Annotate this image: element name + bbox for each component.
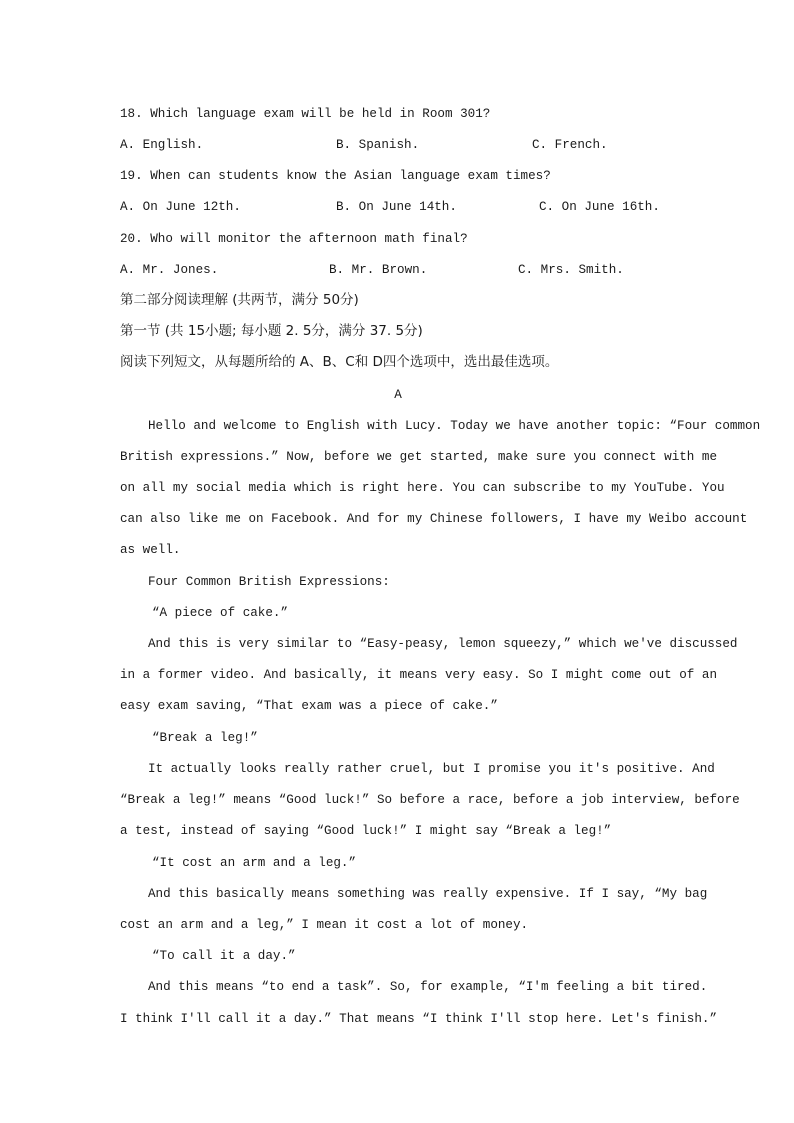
passage-line: in a former video. And basically, it means very easy. So I might come out of an xyxy=(120,668,718,682)
question-20-stem: 20. Who will monitor the afternoon math final? xyxy=(120,232,468,246)
passage-line: Four Common British Expressions: xyxy=(148,575,390,589)
expression-heading: “It cost an arm and a leg.” xyxy=(152,856,357,870)
passage-line: And this basically means something was really expensive. If I say, “My bag xyxy=(148,887,708,901)
section-instructions: 阅读下列短文，从每题所给的 A、B、C和 D四个选项中，选出最佳选项。 xyxy=(120,354,559,370)
expression-heading: “Break a leg!” xyxy=(152,731,258,745)
option-b: B. Mr. Brown. xyxy=(329,263,428,277)
question-18-stem: 18. Which language exam will be held in Room 301? xyxy=(120,107,491,121)
passage-label: A xyxy=(394,388,402,402)
passage-line: I think I'll call it a day.” That means “I think I'll stop here. Let's finish.” xyxy=(120,1012,718,1026)
expression-heading: “To call it a day.” xyxy=(152,949,296,963)
option-b: B. Spanish. xyxy=(336,138,420,152)
option-c: C. French. xyxy=(532,138,608,152)
passage-line: “Break a leg!” means “Good luck!” So before a race, before a job interview, before xyxy=(120,793,740,807)
passage-line: And this means “to end a task”. So, for example, “I'm feeling a bit tired. xyxy=(148,980,708,994)
passage-line: can also like me on Facebook. And for my Chinese followers, I have my Weibo account xyxy=(120,512,748,526)
option-b: B. On June 14th. xyxy=(336,200,457,214)
passage-line: And this is very similar to “Easy-peasy, lemon squeezy,” which we've discussed xyxy=(148,637,738,651)
passage-line: a test, instead of saying “Good luck!” I might say “Break a leg!” xyxy=(120,824,612,838)
option-a: A. On June 12th. xyxy=(120,200,241,214)
question-19-stem: 19. When can students know the Asian language exam times? xyxy=(120,169,551,183)
part-title: 第二部分阅读理解 (共两节，满分 50分) xyxy=(120,292,359,308)
section-subtitle: 第一节 (共 15小题; 每小题 2. 5分，满分 37. 5分) xyxy=(120,323,423,339)
passage-line: Hello and welcome to English with Lucy. Today we have another topic: “Four common xyxy=(148,419,761,433)
expression-heading: “A piece of cake.” xyxy=(152,606,289,620)
passage-line: British expressions.” Now, before we get started, make sure you connect with me xyxy=(120,450,718,464)
option-c: C. Mrs. Smith. xyxy=(518,263,624,277)
passage-line: as well. xyxy=(120,543,181,557)
option-a: A. English. xyxy=(120,138,204,152)
option-c: C. On June 16th. xyxy=(539,200,660,214)
passage-line: on all my social media which is right here. You can subscribe to my YouTube. You xyxy=(120,481,725,495)
passage-line: It actually looks really rather cruel, but I promise you it's positive. And xyxy=(148,762,715,776)
passage-line: cost an arm and a leg,” I mean it cost a lot of money. xyxy=(120,918,529,932)
passage-line: easy exam saving, “That exam was a piece of cake.” xyxy=(120,699,498,713)
option-a: A. Mr. Jones. xyxy=(120,263,219,277)
